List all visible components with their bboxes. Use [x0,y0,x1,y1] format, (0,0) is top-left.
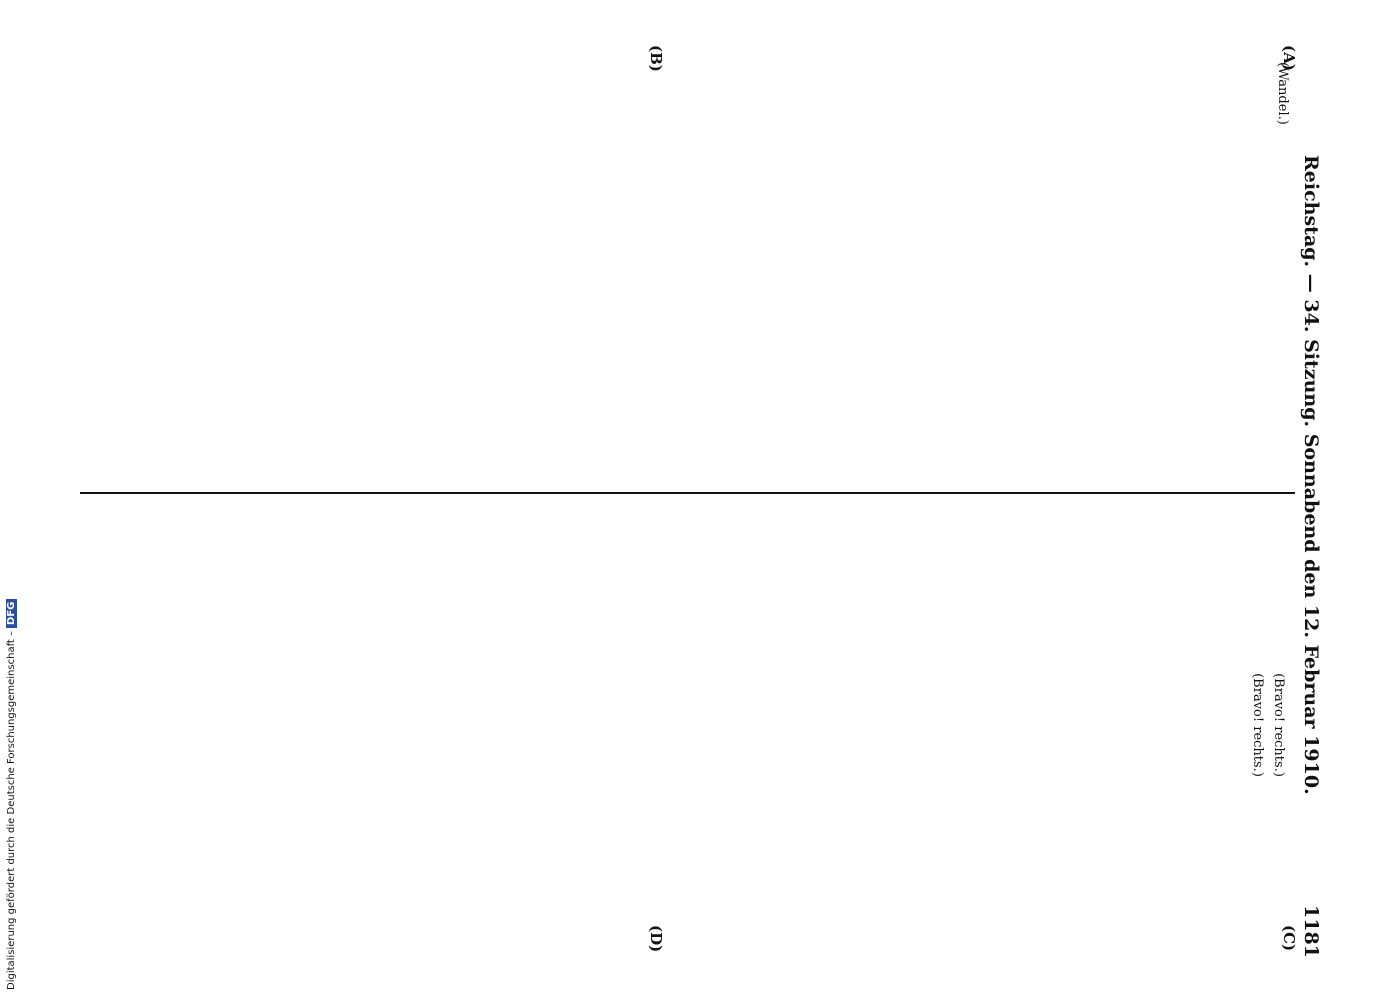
margin-letter-a: (A) [1280,45,1298,71]
margin-letter-b: (B) [647,45,665,72]
dfg-logo: DFG [6,599,17,628]
right-column [1249,515,1290,935]
page-number: 1181 [1300,905,1322,958]
page-header [1300,155,1322,795]
interjection-2: (Bravo! rechts.) [1250,673,1266,777]
header-title: Reichstag. — 34. Sitzung. Sonnabend den 12. Februar 1910. [1300,155,1322,795]
margin-letter-d: (D) [647,925,665,953]
margin-letter-c: (C) [1280,925,1298,952]
column-divider [80,492,1295,494]
speaker-tag: (Wandel.) [1275,62,1290,125]
footer-credit: Digitalisierung gefördert durch die Deutsche Forschungsgemeinschaft –DFG [6,599,17,990]
left-column [1273,62,1290,482]
interjection-1: (Bravo! rechts.) [1271,673,1286,777]
